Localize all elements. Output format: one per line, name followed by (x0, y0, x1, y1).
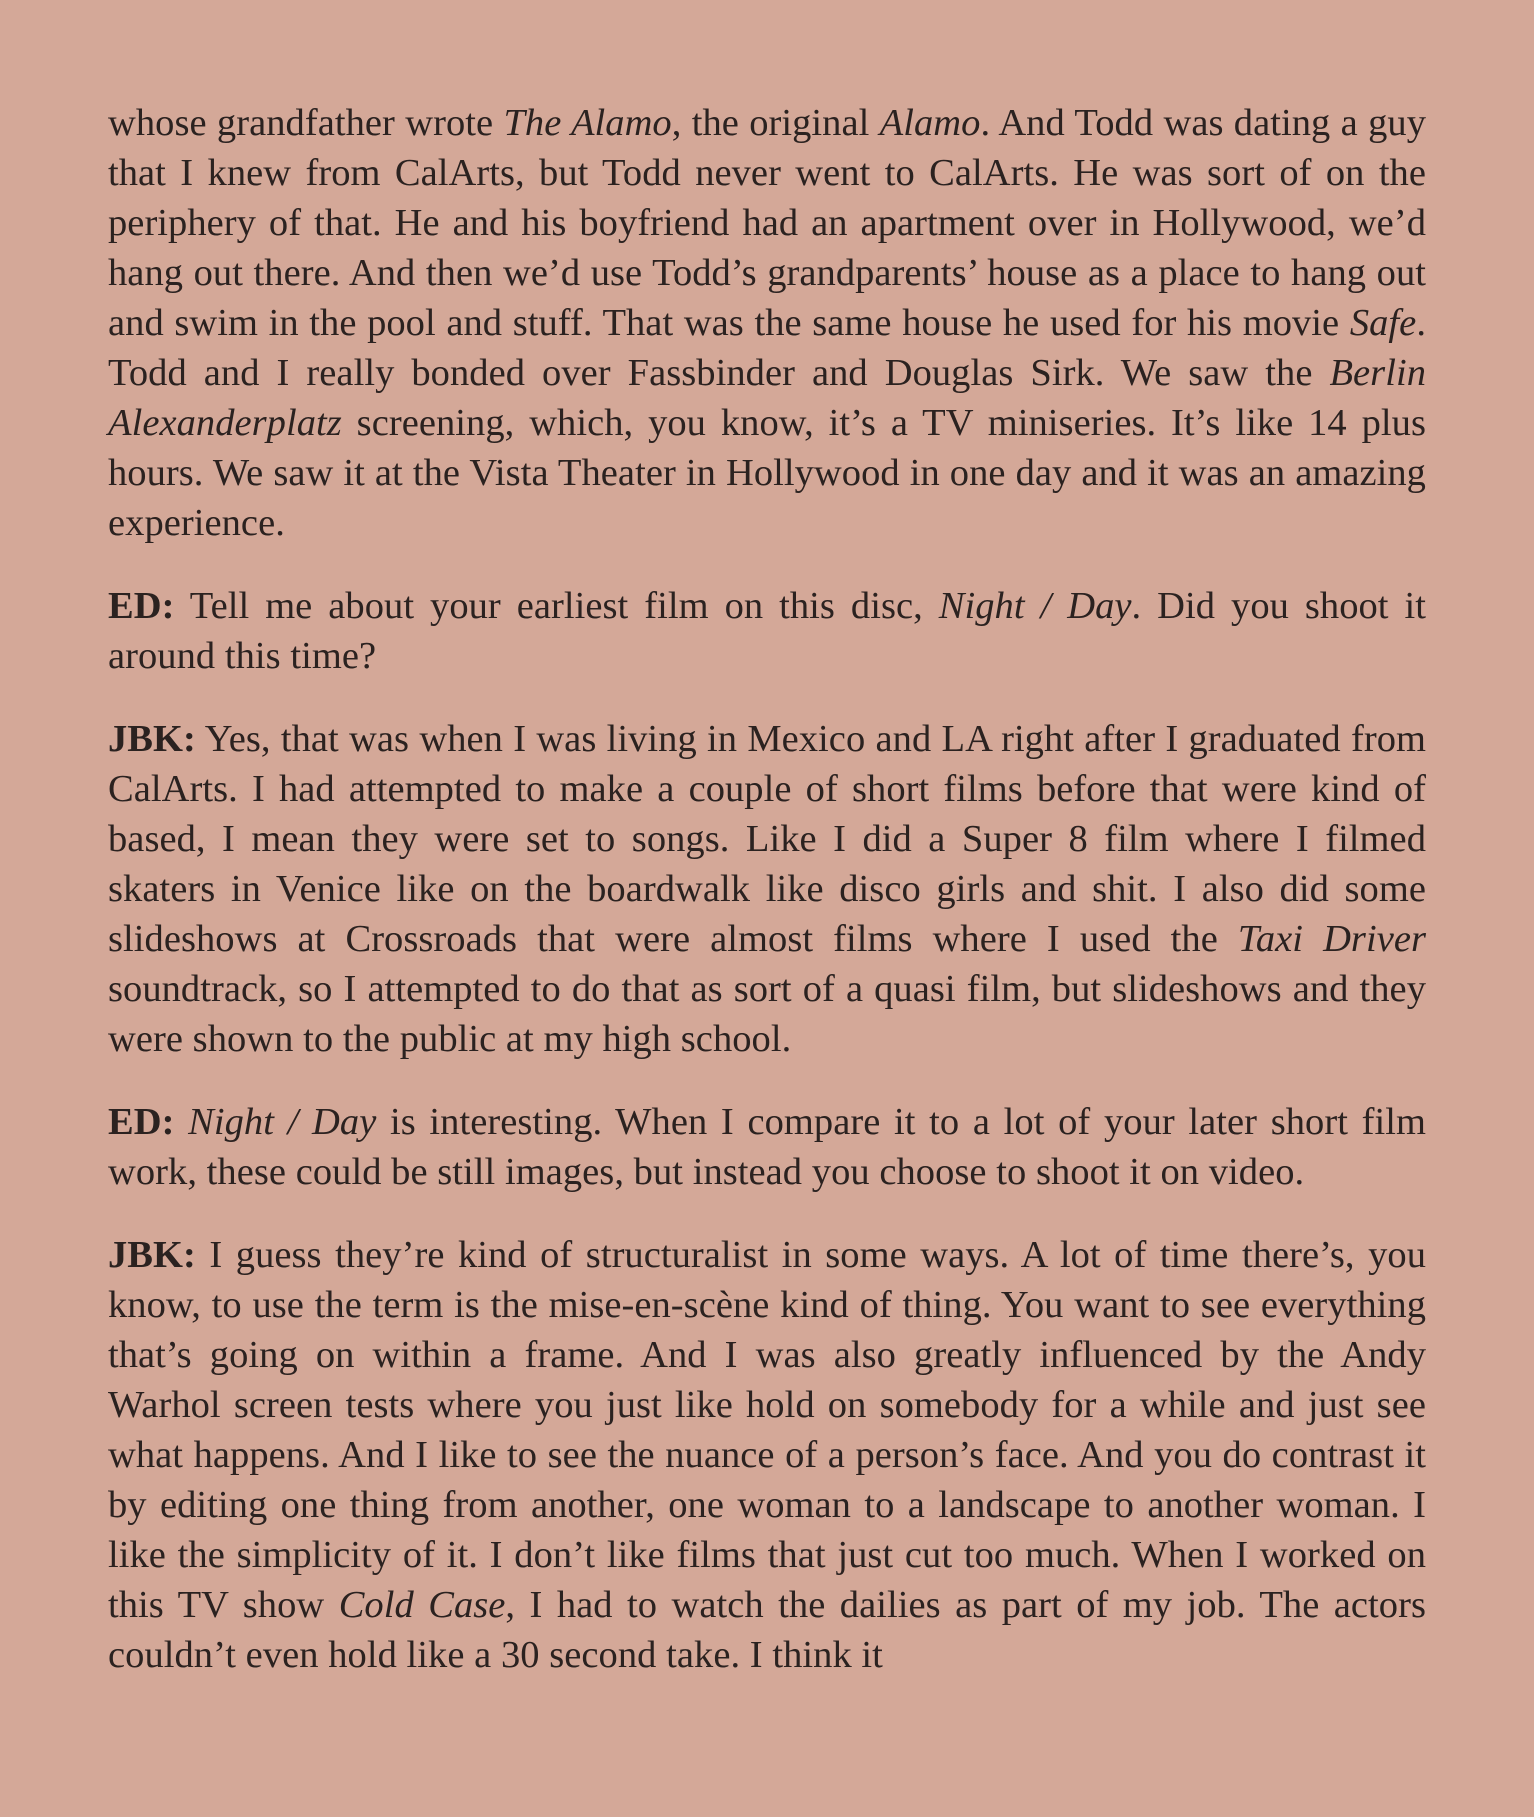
text-segment: , the original (671, 102, 880, 144)
film-title: The Alamo (503, 102, 672, 144)
paragraph-3 (108, 714, 1426, 1064)
text-segment (174, 1101, 188, 1143)
text-segment: soundtrack, so I attempted to do that as sort of a quasi film, but slideshows and they were shown to the public at my high school. (108, 968, 1426, 1060)
film-title: Berlin Alexanderplatz (108, 352, 1426, 444)
film-title: Cold Case (338, 1584, 506, 1626)
text-segment: Yes, that was when I was living in Mexico and LA right after I graduated from CalArts. I had attempted to make a couple of short films before that were kind of based, I mean they were set to songs. Like I did a Super 8 film where I filmed skaters in Venice like on the boardwalk like disco girls and shit. I also did some slideshows at Crossroads that were almost films where I used the (108, 718, 1426, 960)
text-segment: screening, which, you know, it’s a TV miniseries. It’s like 14 plus hours. We saw it at the Vista Theater in Hollywood in one day and it was an amazing experience. (108, 402, 1426, 544)
text-segment: whose grandfather wrote (108, 102, 504, 144)
film-title: Safe (1349, 302, 1417, 344)
paragraph-2 (108, 581, 1426, 681)
text-segment: . Todd and I really bonded over Fassbinder and Douglas Sirk. We saw the (108, 302, 1426, 394)
speaker-label: JBK: (108, 718, 196, 760)
speaker-label: ED: (108, 585, 175, 627)
film-title: Night / Day (938, 585, 1132, 627)
text-segment: is interesting. When I compare it to a lot of your later short film work, these could be still images, but instead you choose to shoot it on video. (108, 1101, 1426, 1193)
text-segment: Tell me about your earliest film on this disc, (174, 585, 939, 627)
film-title: Alamo (879, 102, 981, 144)
paragraph-5 (108, 1230, 1426, 1680)
film-title: Night / Day (188, 1101, 377, 1143)
text-segment: , I had to watch the dailies as part of my job. The actors couldn’t even hold like a 30 second take. I think it (108, 1584, 1427, 1676)
film-title: Taxi Driver (1237, 918, 1427, 960)
text-segment: . Did you shoot it around this time? (108, 585, 1426, 677)
text-segment: . And Todd was dating a guy that I knew from CalArts, but Todd never went to CalArts. He was sort of on the periphery of that. He and his boyfriend had an apartment over in Hollywood, we’d hang out there. And then we’d use Todd’s grandparents’ house as a place to hang out and swim in the pool and stuff. That was the same house he used for his movie (108, 102, 1426, 344)
paragraph-1 (108, 98, 1426, 548)
paragraph-4 (108, 1097, 1426, 1197)
speaker-label: ED: (108, 1101, 175, 1143)
speaker-label: JBK: (108, 1234, 196, 1276)
text-segment: I guess they’re kind of structuralist in some ways. A lot of time there’s, you know, to use the term is the mise-en-scène kind of thing. You want to see everything that’s going on within a frame. And I was also greatly influenced by the Andy Warhol screen tests where you just like hold on somebody for a while and just see what happens. And I like to see the nuance of a person’s face. And you do contrast it by editing one thing from another, one woman to a landscape to another woman. I like the simplicity of it. I don’t like films that just cut too much. When I worked on this TV show (108, 1234, 1426, 1626)
